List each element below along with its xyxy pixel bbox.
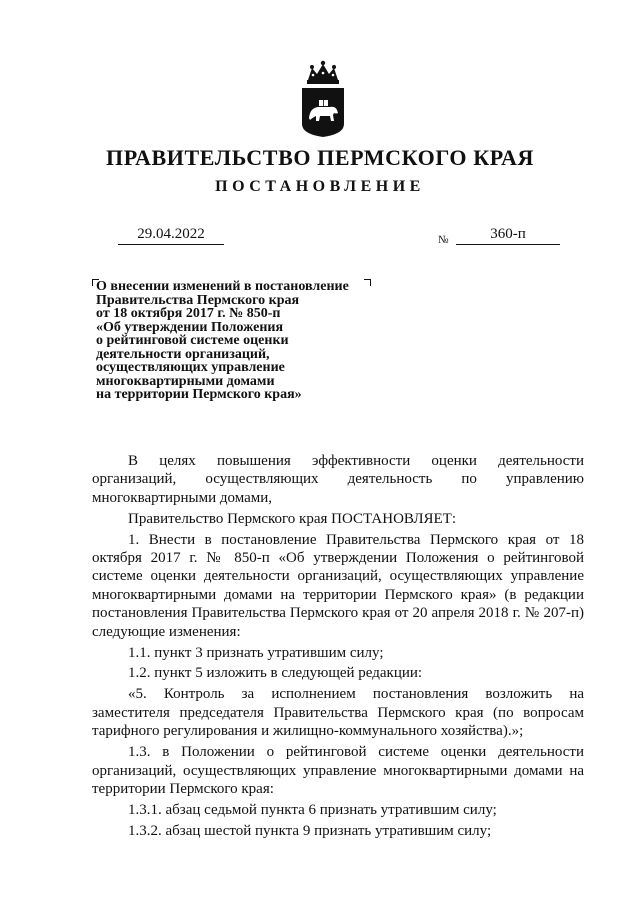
- clause-1-2-paragraph: 1.2. пункт 5 изложить в следующей редакции:: [128, 665, 423, 682]
- clause-1-1-paragraph: 1.1. пункт 3 признать утратившим силу;: [128, 644, 384, 661]
- subject-line: Правительства Пермского края: [96, 292, 300, 308]
- number-value: 360-п: [490, 226, 526, 242]
- clause-1-paragraph: 1. Внести в постановление Правительства Пермского края от 18 октября 2017 г. № 850-п «Об утверждении Положения о рейтинговой системе оценки деятельности организаций, осуществляющих управление многоквартирными домами на территории Пермского края» (в редакции постановления Правительства Пермского края от 20 апреля 2018 г. № 207-п) следующие изменения:: [92, 531, 584, 640]
- clause-5-text-paragraph: «5. Контроль за исполнением постановления возложить на заместителя председателя Правительства Пермского края (по вопросам тарифного регулирования и жилищно-коммунального хозяйства).»;: [92, 686, 584, 740]
- government-title: ПРАВИТЕЛЬСТВО ПЕРМСКОГО КРАЯ: [106, 145, 534, 170]
- document-type: ПОСТАНОВЛЕНИЕ: [215, 178, 425, 195]
- number-label: №: [438, 234, 449, 246]
- subject-line: «Об утверждении Положения: [96, 319, 284, 335]
- date-value: 29.04.2022: [137, 226, 205, 242]
- document-date: [118, 226, 224, 245]
- subject-line: деятельности организаций,: [96, 346, 270, 362]
- perm-coat-of-arms-icon: [298, 58, 348, 138]
- subject-line: о рейтинговой системе оценки: [96, 333, 289, 348]
- resolution-paragraph: Правительство Пермского края ПОСТАНОВЛЯЕТ:: [128, 510, 457, 527]
- clause-1-3-2-paragraph: 1.3.2. абзац шестой пункта 9 признать утратившим силу;: [128, 822, 492, 839]
- subject-line: на территории Пермского края»: [96, 387, 302, 402]
- clause-1-3-paragraph: 1.3. в Положении о рейтинговой системе оценки деятельности организаций, осуществляющих управление многоквартирными домами на территории Пермского края:: [92, 744, 584, 797]
- number-underline: [456, 244, 560, 245]
- document-number: [456, 226, 560, 245]
- clause-1-3-1-paragraph: 1.3.1. абзац седьмой пункта 6 признать утратившим силу;: [128, 801, 497, 818]
- subject-line: осуществляющих управление: [96, 360, 285, 375]
- subject-line: от 18 октября 2017 г. № 850-п: [96, 306, 281, 321]
- document-subject: [96, 280, 386, 402]
- subject-line: О внесении изменений в постановление: [96, 279, 349, 294]
- date-underline: [118, 244, 224, 245]
- document-body: [92, 452, 584, 840]
- subject-line: многоквартирными домами: [96, 373, 275, 389]
- preamble-paragraph: В целях повышения эффективности оценки деятельности организаций, осуществляющих деятельность по управлению многоквартирными домами,: [92, 453, 584, 506]
